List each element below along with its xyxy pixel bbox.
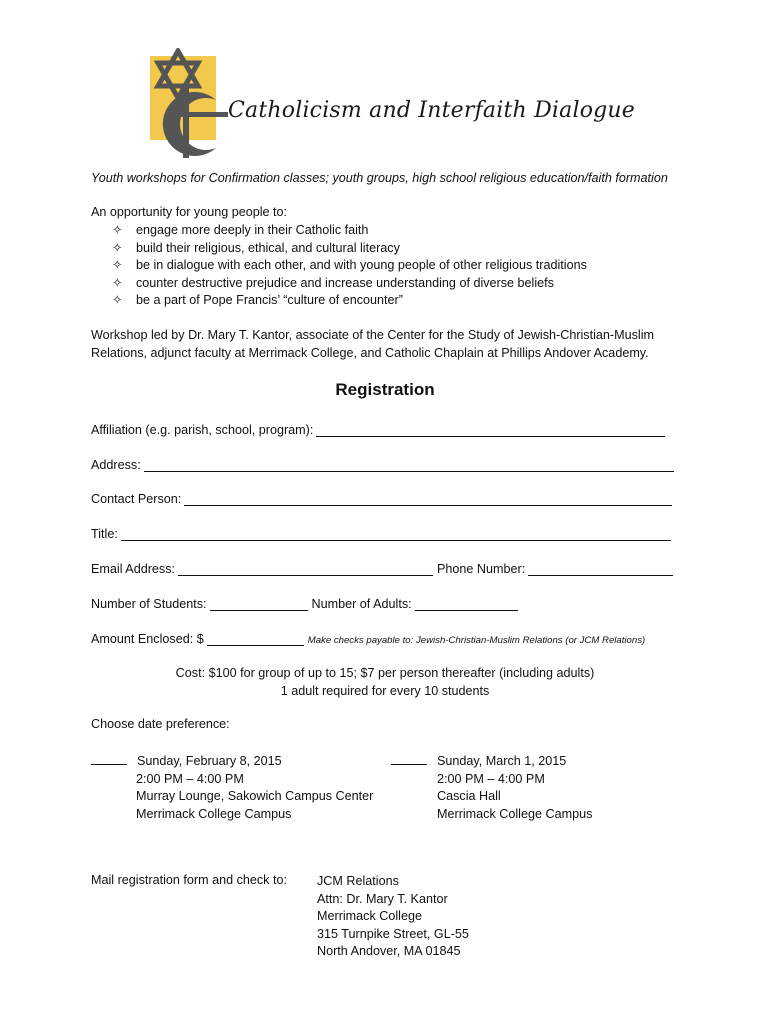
address-label: Address: xyxy=(91,458,141,472)
amount-label: Amount Enclosed: $ xyxy=(91,632,204,646)
adults-field[interactable] xyxy=(415,598,518,611)
date-2-checkbox[interactable] xyxy=(391,752,427,765)
bullet-list xyxy=(112,222,587,310)
lead-text: An opportunity for young people to: xyxy=(91,205,288,219)
date-option-1 xyxy=(91,752,373,823)
logo xyxy=(148,48,636,160)
sparkle-icon: ✧ xyxy=(112,258,123,272)
email-label: Email Address: xyxy=(91,562,175,576)
choose-date-label: Choose date preference: xyxy=(91,717,230,731)
sparkle-icon: ✧ xyxy=(112,240,123,255)
address-line: Attn: Dr. Mary T. Kantor xyxy=(317,891,448,906)
sparkle-icon: ✧ xyxy=(112,293,123,307)
title-label: Title: xyxy=(91,527,118,541)
affiliation-row xyxy=(91,423,665,437)
mail-address xyxy=(317,873,469,961)
registration-title: Registration xyxy=(335,380,435,399)
students-adults-row xyxy=(91,597,518,611)
phone-field[interactable] xyxy=(528,563,673,576)
phone-label: Phone Number: xyxy=(437,562,526,576)
address-line: 315 Turnpike Street, GL-55 xyxy=(317,926,469,941)
list-item: ✧ counter destructive prejudice and increase understanding of diverse beliefs xyxy=(112,275,587,293)
amount-field[interactable] xyxy=(207,633,304,646)
email-field[interactable] xyxy=(178,563,433,576)
date-2-place: Cascia Hall xyxy=(437,789,501,803)
list-item: ✧ be in dialogue with each other, and with young people of other religious traditions xyxy=(112,257,587,275)
address-row xyxy=(91,458,674,472)
date-2-day: Sunday, March 1, 2015 xyxy=(437,754,567,768)
list-item: ✧ engage more deeply in their Catholic faith xyxy=(112,222,587,240)
date-option-2 xyxy=(391,752,592,823)
checks-note: Make checks payable to: Jewish-Christian-Muslim Relations (or JCM Relations) xyxy=(307,635,646,646)
students-label: Number of Students: xyxy=(91,597,207,611)
amount-row xyxy=(91,632,645,646)
date-1-campus: Merrimack College Campus xyxy=(136,806,292,821)
title-field[interactable] xyxy=(121,528,671,541)
address-line: Merrimack College xyxy=(317,909,422,923)
contact-row xyxy=(91,492,672,506)
ratio-line: 1 adult required for every 10 students xyxy=(280,683,490,698)
affiliation-field[interactable] xyxy=(316,424,665,437)
students-field[interactable] xyxy=(210,598,308,611)
intro-text: Youth workshops for Confirmation classes; youth groups, high school religious education/faith formation xyxy=(91,171,668,185)
date-1-day: Sunday, February 8, 2015 xyxy=(137,754,282,768)
address-line: North Andover, MA 01845 xyxy=(317,944,461,958)
date-2-time: 2:00 PM – 4:00 PM xyxy=(437,771,545,786)
workshop-paragraph: Workshop led by Dr. Mary T. Kantor, associate of the Center for the Study of Jewish-Christian-Muslim Relations, adjunct faculty at Merrimack College, and Catholic Chaplain at Phillips Andover Academy. xyxy=(91,328,654,360)
date-2-campus: Merrimack College Campus xyxy=(437,806,593,821)
date-1-time: 2:00 PM – 4:00 PM xyxy=(136,771,244,786)
cost-line: Cost: $100 for group of up to 15; $7 per person thereafter (including adults) xyxy=(175,666,595,680)
mail-label: Mail registration form and check to: xyxy=(91,873,287,887)
cost-info xyxy=(0,665,770,700)
contact-label: Contact Person: xyxy=(91,492,182,506)
email-phone-row xyxy=(91,562,673,576)
sparkle-icon: ✧ xyxy=(112,275,123,290)
contact-field[interactable] xyxy=(184,493,672,506)
date-1-checkbox[interactable] xyxy=(91,752,127,765)
logo-title: Catholicism and Interfaith Dialogue xyxy=(228,98,636,123)
address-field[interactable] xyxy=(144,459,674,472)
title-row xyxy=(91,527,671,541)
adults-label: Number of Adults: xyxy=(311,597,412,611)
sparkle-icon: ✧ xyxy=(112,223,123,237)
date-1-place: Murray Lounge, Sakowich Campus Center xyxy=(136,789,374,803)
list-item: ✧ be a part of Pope Francis’ “culture of encounter” xyxy=(112,292,587,310)
list-item: ✧ build their religious, ethical, and cultural literacy xyxy=(112,240,587,258)
affiliation-label: Affiliation (e.g. parish, school, program): xyxy=(91,423,314,437)
address-line: JCM Relations xyxy=(317,874,399,888)
